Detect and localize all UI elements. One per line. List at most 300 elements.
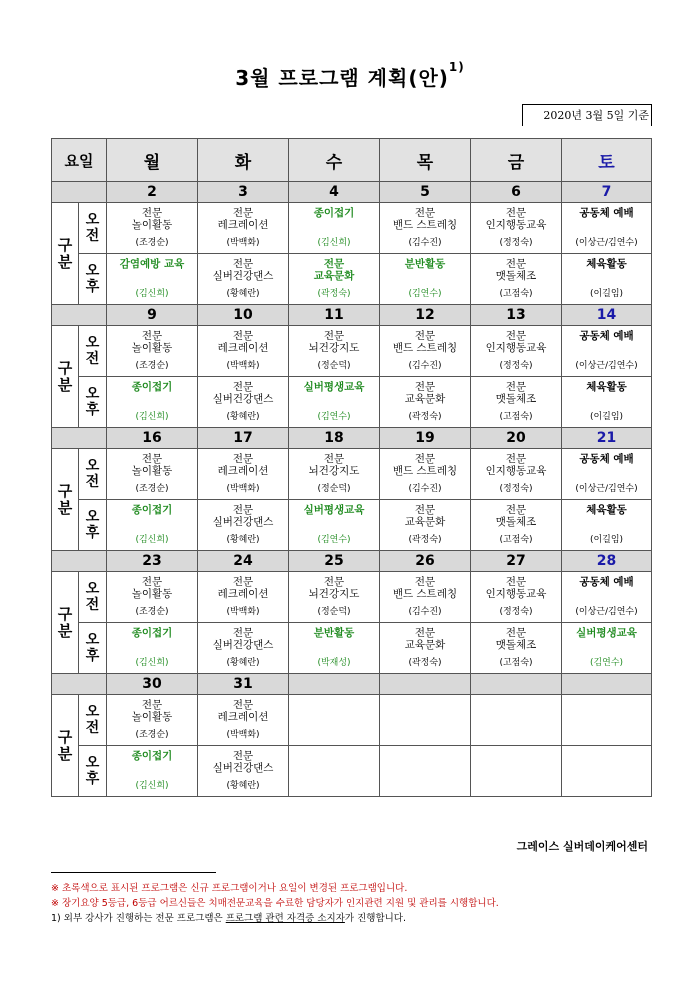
afternoon-row — [52, 377, 652, 428]
weekday-sat: 토 — [562, 139, 652, 182]
program-name: 종이접기 — [131, 381, 173, 393]
program-name: 전문 밴드 스트레칭 — [392, 576, 458, 600]
instructor-name: (박백화) — [226, 607, 260, 617]
instructor-name: (조경순) — [135, 730, 169, 740]
instructor-name: (이상근/김연수) — [575, 484, 638, 494]
note3-suffix: 가 진행합니다. — [344, 913, 406, 924]
program-cell — [289, 623, 380, 674]
afternoon-label: 오 후 — [79, 377, 107, 428]
instructor-name: (황혜란) — [226, 289, 260, 299]
program-name: 체육활동 — [586, 504, 627, 516]
instructor-name: (김신희) — [135, 289, 169, 299]
program-name: 전문 레크레이션 — [217, 699, 269, 723]
instructor-name: (정정숙) — [499, 238, 533, 248]
program-cell — [107, 449, 198, 500]
weekday-header-label: 요일 — [52, 139, 107, 182]
date-cell: 11 — [289, 305, 380, 326]
morning-row — [52, 326, 652, 377]
program-cell — [562, 449, 652, 500]
program-cell — [289, 203, 380, 254]
program-cell — [562, 572, 652, 623]
program-name: 체육활동 — [586, 258, 627, 270]
instructor-name: (김수진) — [408, 484, 442, 494]
program-name: 공동체 예배 — [579, 453, 634, 465]
date-cell: 12 — [380, 305, 471, 326]
program-cell — [198, 572, 289, 623]
note-external-instructors — [51, 910, 406, 924]
program-cell — [289, 449, 380, 500]
program-entry — [107, 451, 197, 497]
program-entry — [562, 379, 651, 425]
program-name: 전문 실버건강댄스 — [212, 381, 274, 405]
program-entry — [289, 697, 379, 743]
center-name: 그레이스 실버데이케어센터 — [516, 840, 648, 853]
date-row — [52, 674, 652, 695]
date-cell: 17 — [198, 428, 289, 449]
program-entry — [289, 574, 379, 620]
program-entry — [471, 328, 561, 374]
program-entry — [471, 748, 561, 794]
program-cell — [289, 500, 380, 551]
program-cell — [562, 746, 652, 797]
instructor-name: (박백화) — [226, 361, 260, 371]
instructor-name: (고점숙) — [499, 412, 533, 422]
program-name: 전문 밴드 스트레칭 — [392, 207, 458, 231]
instructor-name: (김수진) — [408, 607, 442, 617]
program-entry — [289, 205, 379, 251]
instructor-name: (이상근/김연수) — [575, 607, 638, 617]
program-cell — [380, 572, 471, 623]
instructor-name: (박백화) — [226, 484, 260, 494]
program-name: 전문 맷돌체조 — [495, 504, 537, 528]
morning-label: 오 전 — [79, 572, 107, 623]
section-label: 구 분 — [52, 203, 79, 305]
instructor-name: (조경순) — [135, 238, 169, 248]
program-cell — [198, 326, 289, 377]
program-entry — [198, 502, 288, 548]
program-cell — [289, 695, 380, 746]
program-schedule-table — [51, 138, 652, 797]
weekday-mon: 월 — [107, 139, 198, 182]
program-name: 실버평생교육 — [576, 627, 637, 639]
program-entry — [471, 697, 561, 743]
program-name: 전문 맷돌체조 — [495, 627, 537, 651]
instructor-name: (황혜란) — [226, 412, 260, 422]
program-cell — [562, 254, 652, 305]
program-name: 전문 놀이활동 — [131, 699, 173, 723]
instructor-name: (김연수) — [408, 289, 442, 299]
program-entry — [198, 256, 288, 302]
program-name: 실버평생교육 — [303, 504, 365, 516]
program-entry — [107, 205, 197, 251]
program-cell — [471, 695, 562, 746]
program-name: 전문 실버건강댄스 — [212, 750, 274, 774]
instructor-name: (김신희) — [135, 781, 169, 791]
program-name: 전문 맷돌체조 — [495, 258, 537, 282]
instructor-name: (곽정숙) — [317, 289, 351, 299]
program-cell — [380, 449, 471, 500]
footnote-divider — [51, 872, 216, 873]
date-cell: 23 — [107, 551, 198, 572]
program-name: 전문 실버건강댄스 — [212, 627, 274, 651]
date-cell: 9 — [107, 305, 198, 326]
instructor-name: (정순덕) — [317, 361, 351, 371]
date-cell: 14 — [562, 305, 652, 326]
program-name: 전문 놀이활동 — [131, 576, 173, 600]
program-cell — [380, 254, 471, 305]
program-cell — [562, 326, 652, 377]
note-long-term-care: ※ 장기요양 5등급, 6등급 어르신들은 치매전문교육을 수료한 담당자가 인지관련 지원 및 관리를 시행합니다. — [51, 898, 499, 909]
program-cell — [198, 695, 289, 746]
program-entry — [471, 205, 561, 251]
program-entry — [107, 379, 197, 425]
program-name: 전문 인지행동교육 — [485, 330, 547, 354]
program-name: 전문 실버건강댄스 — [212, 258, 274, 282]
program-cell — [562, 695, 652, 746]
program-cell — [471, 572, 562, 623]
program-name: 공동체 예배 — [579, 207, 634, 219]
section-label: 구 분 — [52, 449, 79, 551]
section-label: 구 분 — [52, 326, 79, 428]
date-cell: 10 — [198, 305, 289, 326]
program-cell — [471, 746, 562, 797]
title-text: 3월 프로그램 계획(안) — [235, 66, 449, 90]
date-cell: 20 — [471, 428, 562, 449]
program-entry — [198, 205, 288, 251]
program-cell — [471, 326, 562, 377]
program-entry — [289, 625, 379, 671]
program-entry — [562, 625, 651, 671]
program-name: 감염예방 교육 — [119, 258, 185, 270]
instructor-name: (조경순) — [135, 607, 169, 617]
program-cell — [198, 203, 289, 254]
afternoon-label: 오 후 — [79, 746, 107, 797]
program-name: 전문 실버건강댄스 — [212, 504, 274, 528]
program-entry — [107, 256, 197, 302]
morning-label: 오 전 — [79, 203, 107, 254]
program-cell — [562, 377, 652, 428]
program-entry — [198, 328, 288, 374]
program-entry — [380, 451, 470, 497]
date-row — [52, 182, 652, 203]
program-name: 전문 레크레이션 — [217, 576, 269, 600]
program-cell — [107, 203, 198, 254]
program-entry — [289, 379, 379, 425]
date-cell: 25 — [289, 551, 380, 572]
instructor-name: (박백화) — [226, 238, 260, 248]
note3-prefix: 1) 외부 강사가 진행하는 전문 프로그램은 — [51, 913, 226, 924]
program-entry — [471, 379, 561, 425]
program-cell — [107, 572, 198, 623]
instructor-name: (고점숙) — [499, 658, 533, 668]
instructor-name: (곽정숙) — [408, 658, 442, 668]
program-name: 분반활동 — [404, 258, 446, 270]
weekday-thu: 목 — [380, 139, 471, 182]
instructor-name: (김신희) — [135, 412, 169, 422]
date-cell: 26 — [380, 551, 471, 572]
program-cell — [107, 500, 198, 551]
instructor-name: (고점숙) — [499, 289, 533, 299]
program-cell — [380, 695, 471, 746]
instructor-name: (곽정숙) — [408, 412, 442, 422]
program-name: 종이접기 — [131, 504, 173, 516]
program-name: 체육활동 — [586, 381, 627, 393]
program-cell — [107, 326, 198, 377]
date-cell: 7 — [562, 182, 652, 203]
program-cell — [107, 746, 198, 797]
instructor-name: (이길임) — [589, 535, 624, 545]
afternoon-row — [52, 500, 652, 551]
date-cell — [471, 674, 562, 695]
program-entry — [107, 748, 197, 794]
basis-date: 2020년 3월 5일 기준 — [522, 104, 652, 126]
date-cell: 27 — [471, 551, 562, 572]
date-cell — [289, 674, 380, 695]
program-cell — [289, 746, 380, 797]
program-entry — [107, 502, 197, 548]
morning-row — [52, 203, 652, 254]
morning-label: 오 전 — [79, 695, 107, 746]
program-cell — [380, 623, 471, 674]
date-row-spacer — [52, 674, 107, 695]
program-name: 종이접기 — [131, 627, 173, 639]
instructor-name: (곽정숙) — [408, 535, 442, 545]
instructor-name: (조경순) — [135, 484, 169, 494]
program-name: 전문 레크레이션 — [217, 330, 269, 354]
instructor-name: (김신희) — [135, 535, 169, 545]
date-row-spacer — [52, 428, 107, 449]
program-name: 전문 놀이활동 — [131, 207, 173, 231]
program-cell — [562, 203, 652, 254]
program-name: 전문 교육문화 — [404, 627, 446, 651]
program-entry — [289, 748, 379, 794]
program-entry — [471, 451, 561, 497]
instructor-name: (이길임) — [589, 412, 624, 422]
program-cell — [471, 623, 562, 674]
program-cell — [107, 695, 198, 746]
program-name: 전문 뇌건강지도 — [308, 576, 360, 600]
instructor-name: (박백화) — [226, 730, 260, 740]
program-cell — [289, 377, 380, 428]
date-cell: 19 — [380, 428, 471, 449]
date-row-spacer — [52, 551, 107, 572]
instructor-name: (황혜란) — [226, 658, 260, 668]
date-cell: 24 — [198, 551, 289, 572]
date-cell: 30 — [107, 674, 198, 695]
program-name: 전문 인지행동교육 — [485, 207, 547, 231]
instructor-name: (정정숙) — [499, 361, 533, 371]
program-cell — [471, 254, 562, 305]
program-cell — [471, 203, 562, 254]
program-cell — [471, 449, 562, 500]
program-name: 공동체 예배 — [579, 576, 634, 588]
morning-label: 오 전 — [79, 449, 107, 500]
instructor-name: (정순덕) — [317, 484, 351, 494]
program-entry — [380, 574, 470, 620]
title-footnote-mark: 1) — [448, 60, 465, 74]
program-name: 전문 뇌건강지도 — [308, 330, 360, 354]
instructor-name: (이길임) — [589, 289, 624, 299]
date-cell: 28 — [562, 551, 652, 572]
program-cell — [562, 623, 652, 674]
program-name: 전문 밴드 스트레칭 — [392, 453, 458, 477]
instructor-name: (김수진) — [408, 361, 442, 371]
program-name: 전문 인지행동교육 — [485, 453, 547, 477]
program-entry — [471, 574, 561, 620]
date-cell: 2 — [107, 182, 198, 203]
instructor-name: (고점숙) — [499, 535, 533, 545]
program-name: 전문 교육문화 — [313, 258, 355, 282]
program-entry — [380, 256, 470, 302]
date-row-spacer — [52, 305, 107, 326]
instructor-name: (김연수) — [317, 535, 351, 545]
program-name: 실버평생교육 — [303, 381, 365, 393]
program-name: 전문 인지행동교육 — [485, 576, 547, 600]
afternoon-row — [52, 254, 652, 305]
program-cell — [198, 746, 289, 797]
program-name: 분반활동 — [313, 627, 355, 639]
program-entry — [562, 451, 651, 497]
date-cell: 6 — [471, 182, 562, 203]
program-cell — [107, 254, 198, 305]
instructor-name: (황혜란) — [226, 535, 260, 545]
program-name: 전문 밴드 스트레칭 — [392, 330, 458, 354]
program-name: 전문 레크레이션 — [217, 207, 269, 231]
program-cell — [380, 326, 471, 377]
date-cell — [562, 674, 652, 695]
program-cell — [380, 500, 471, 551]
date-cell: 13 — [471, 305, 562, 326]
afternoon-label: 오 후 — [79, 623, 107, 674]
date-cell: 4 — [289, 182, 380, 203]
date-cell: 3 — [198, 182, 289, 203]
program-name: 전문 교육문화 — [404, 381, 446, 405]
program-entry — [562, 328, 651, 374]
date-row — [52, 551, 652, 572]
program-name: 종이접기 — [131, 750, 173, 762]
program-name: 전문 레크레이션 — [217, 453, 269, 477]
program-entry — [107, 328, 197, 374]
instructor-name: (조경순) — [135, 361, 169, 371]
instructor-name: (이상근/김연수) — [575, 238, 638, 248]
note-green-programs: ※ 초록색으로 표시된 프로그램은 신규 프로그램이거나 요일이 변경된 프로그램입니다. — [51, 883, 408, 894]
program-cell — [198, 377, 289, 428]
program-cell — [198, 623, 289, 674]
program-entry — [289, 256, 379, 302]
program-cell — [471, 500, 562, 551]
program-entry — [198, 748, 288, 794]
program-entry — [380, 625, 470, 671]
program-cell — [198, 500, 289, 551]
date-cell: 31 — [198, 674, 289, 695]
program-entry — [198, 625, 288, 671]
morning-row — [52, 695, 652, 746]
date-cell: 18 — [289, 428, 380, 449]
instructor-name: (김수진) — [408, 238, 442, 248]
program-cell — [380, 746, 471, 797]
instructor-name: (김연수) — [589, 658, 624, 668]
program-entry — [471, 502, 561, 548]
program-entry — [562, 697, 651, 743]
instructor-name: (김신희) — [135, 658, 169, 668]
page-title — [0, 62, 700, 91]
program-entry — [562, 205, 651, 251]
program-name: 전문 놀이활동 — [131, 330, 173, 354]
instructor-name: (박재성) — [317, 658, 351, 668]
weekday-fri: 금 — [471, 139, 562, 182]
program-entry — [107, 697, 197, 743]
section-label: 구 분 — [52, 572, 79, 674]
afternoon-row — [52, 623, 652, 674]
program-entry — [198, 451, 288, 497]
note3-underlined: 프로그램 관련 자격증 소지자 — [225, 913, 345, 924]
program-entry — [562, 748, 651, 794]
instructor-name: (정정숙) — [499, 607, 533, 617]
date-cell: 16 — [107, 428, 198, 449]
date-row — [52, 428, 652, 449]
program-name: 전문 뇌건강지도 — [308, 453, 360, 477]
program-cell — [289, 572, 380, 623]
weekday-tue: 화 — [198, 139, 289, 182]
program-entry — [380, 502, 470, 548]
program-cell — [289, 254, 380, 305]
program-cell — [107, 377, 198, 428]
program-entry — [380, 205, 470, 251]
weekday-wed: 수 — [289, 139, 380, 182]
date-cell: 5 — [380, 182, 471, 203]
instructor-name: (이상근/김연수) — [575, 361, 638, 371]
afternoon-row — [52, 746, 652, 797]
program-name: 전문 놀이활동 — [131, 453, 173, 477]
date-row — [52, 305, 652, 326]
program-name: 공동체 예배 — [579, 330, 634, 342]
instructor-name: (정정숙) — [499, 484, 533, 494]
date-cell: 21 — [562, 428, 652, 449]
instructor-name: (김신희) — [317, 238, 351, 248]
program-name: 전문 맷돌체조 — [495, 381, 537, 405]
program-entry — [380, 328, 470, 374]
program-entry — [289, 328, 379, 374]
program-entry — [289, 502, 379, 548]
program-entry — [471, 625, 561, 671]
program-entry — [107, 625, 197, 671]
section-label: 구 분 — [52, 695, 79, 797]
program-name: 종이접기 — [313, 207, 355, 219]
program-cell — [562, 500, 652, 551]
program-entry — [380, 379, 470, 425]
program-entry — [198, 697, 288, 743]
program-cell — [198, 254, 289, 305]
date-row-spacer — [52, 182, 107, 203]
program-cell — [107, 623, 198, 674]
program-cell — [380, 377, 471, 428]
program-entry — [562, 502, 651, 548]
afternoon-label: 오 후 — [79, 500, 107, 551]
morning-row — [52, 449, 652, 500]
program-cell — [198, 449, 289, 500]
morning-row — [52, 572, 652, 623]
instructor-name: (황혜란) — [226, 781, 260, 791]
program-entry — [562, 256, 651, 302]
program-entry — [380, 748, 470, 794]
instructor-name: (김연수) — [317, 412, 351, 422]
program-entry — [289, 451, 379, 497]
program-cell — [380, 203, 471, 254]
program-entry — [562, 574, 651, 620]
program-cell — [289, 326, 380, 377]
afternoon-label: 오 후 — [79, 254, 107, 305]
program-entry — [471, 256, 561, 302]
